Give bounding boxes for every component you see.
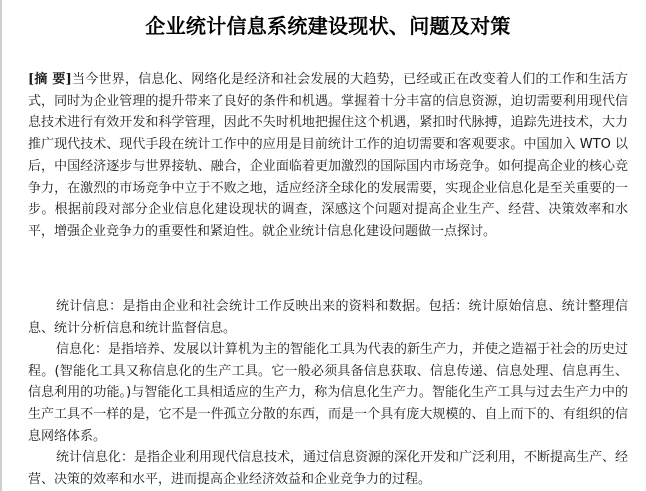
abstract-paragraph xyxy=(28,69,628,243)
definition-statistical-informatization: 统计信息化：是指企业利用现代信息技术，通过信息资源的深化开发和广泛利用，不断提高生产、经营、决策的效率和水平，进而提高企业经济效益和企业竞争力的过程。 xyxy=(28,450,628,487)
abstract-label: [摘 要] xyxy=(28,72,72,87)
document-title: 企业统计信息系统建设现状、问题及对策 xyxy=(145,14,511,38)
definitions-section xyxy=(28,296,628,490)
definition-statistical-information: 统计信息：是指由企业和社会统计工作反映出来的资料和数据。包括：统计原始信息、统计整理信息、统计分析信息和统计监督信息。 xyxy=(28,299,628,336)
abstract-text: 当今世界，信息化、网络化是经济和社会发展的大趋势，已经或正在改变着人们的工作和生活方式，同时为企业管理的提升带来了良好的条件和机遇。掌握着十分丰富的信息资源，迫切需要利用现代信息技术进行有效开发和科学管理，因此不失时机地把握住这个机遇，紧扣时代脉搏，追踪先进技术，大力推广现代技术、现代手段在统计工作中的应用是目前统计工作的迫切需要和客观要求。中国加入 WTO 以后，中国经济逐步与世界接轨、融合，企业面临着更加激烈的国际国内市场竞争。如何提高企业的核心竞争力，在激烈的市场竞争中立于不败之地，适应经济全球化的发展需要，实现企业信息化是至关重要的一步。根据前段对部分企业信息化建设现状的调查，深感这个问题对提高企业生产、经营、决策效率和水平，增强企业竞争力的重要性和紧迫性。就企业统计信息化建设问题做一点探讨。 xyxy=(28,72,628,239)
definition-informatization: 信息化：是指培养、发展以计算机为主的智能化工具为代表的新生产力，并使之造福于社会的历史过程。(智能化工具又称信息化的生产工具。它一般必须具备信息获取、信息传递、信息处理、信息再生、信息利用的功能。)与智能化工具相适应的生产力，称为信息化生产力。智能化生产工具与过去生产力中的生产工具不一样的是，它不是一件孤立分散的东西，而是一个具有庞大规模的、自上而下的、有组织的信息网络体系。 xyxy=(28,342,628,444)
page-left-border xyxy=(0,0,2,491)
